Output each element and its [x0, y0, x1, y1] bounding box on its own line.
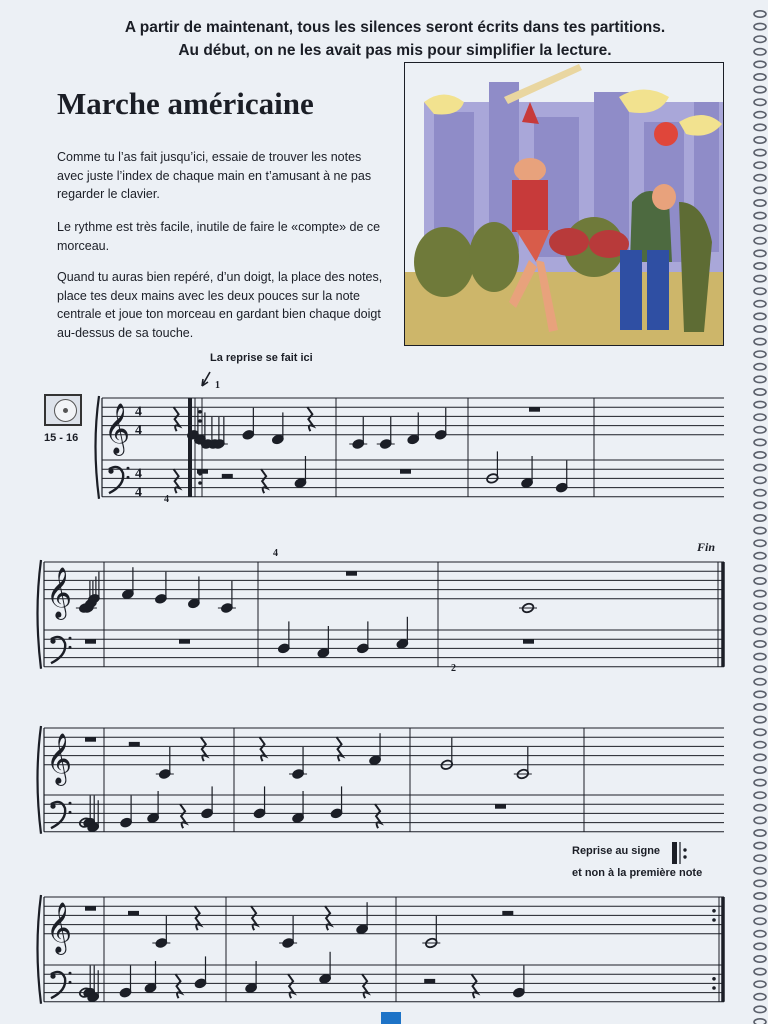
half-rest [129, 742, 140, 747]
quarter-rest [251, 906, 257, 930]
whole-rest [85, 906, 96, 911]
quarter-rest [261, 469, 267, 493]
half-rest [502, 911, 513, 916]
reprise-label: La reprise se fait ici [210, 352, 313, 364]
whole-rest [523, 639, 534, 644]
brace [38, 726, 42, 834]
whole-rest [197, 469, 208, 474]
quarter-rest [174, 469, 180, 493]
whole-rest [85, 639, 96, 644]
half-rest [424, 979, 435, 984]
brace [38, 895, 42, 1004]
repeat-dot [712, 909, 716, 913]
system-4 [38, 895, 725, 1004]
repeat-dot [712, 986, 716, 990]
whole-rest [495, 804, 506, 809]
bass-clef-dot [108, 469, 113, 474]
quarter-rest [195, 906, 201, 930]
fingering-number: 1 [215, 380, 220, 391]
quarter-rest [288, 974, 294, 998]
treble-clef-icon: 𝄞 [104, 402, 131, 454]
system-1 [96, 396, 725, 500]
page-title: Marche américaine [57, 86, 314, 121]
instruction-paragraph-1: Comme tu l’as fait jusqu’ici, essaie de trouver les notes avec juste l’index de chaque main en t’amusant à ne pas regarder le clavier. [57, 150, 372, 201]
whole-rest [179, 639, 190, 644]
fingering-number: 4 [164, 494, 169, 505]
quarter-rest [176, 974, 182, 998]
bass-clef-dot [50, 974, 55, 979]
repeat-dot [198, 481, 202, 485]
quarter-rest [472, 974, 478, 998]
whole-rest [346, 571, 357, 576]
bass-clef-dot [127, 476, 130, 479]
time-signature-bottom: 4 [135, 422, 142, 438]
whole-rest [529, 407, 540, 412]
system-3 [38, 726, 725, 834]
system-2 [38, 560, 725, 669]
quarter-rest [201, 737, 207, 761]
instruction-paragraph-2: Le rythme est très facile, inutile de faire le «compte» de ce morceau. [57, 220, 381, 253]
bass-clef-dot [69, 981, 72, 984]
quarter-rest [307, 407, 313, 431]
quarter-rest [180, 804, 186, 828]
treble-clef-icon: 𝄞 [46, 566, 73, 618]
page-tab [381, 1012, 401, 1024]
reprise-note-label: et non à la première note [572, 867, 703, 879]
reprise-signe-label: Reprise au signe [572, 845, 661, 857]
treble-clef-icon: 𝄞 [46, 901, 73, 953]
intro-line-2: Au début, on ne les avait pas mis pour simplifier la lecture. [178, 42, 612, 59]
instruction-paragraph-3: Quand tu auras bien repéré, d’un doigt, la place des notes, place tes deux mains avec les deux pouces sur la note centrale et joue ton morceau en gardant bien chaque doigt au-dessus de sa touche. [57, 270, 383, 340]
bass-clef-dot [69, 637, 72, 640]
quarter-rest [260, 737, 266, 761]
track-number: 15 - 16 [44, 432, 79, 444]
repeat-dot [198, 419, 202, 423]
bass-clef-dot [69, 802, 72, 805]
bass-clef-dot [50, 639, 55, 644]
intro-line-1: A partir de maintenant, tous les silences seront écrits dans tes partitions. [124, 19, 666, 36]
arrow-icon [202, 372, 210, 386]
repeat-dot [712, 977, 716, 981]
fingering-number: 2 [451, 663, 456, 674]
bass-clef-dot [69, 972, 72, 975]
half-rest [128, 911, 139, 916]
half-rest [222, 474, 233, 479]
fingering-number: 4 [273, 548, 278, 559]
whole-rest [85, 737, 96, 742]
repeat-dot [198, 410, 202, 414]
bass-clef-dot [127, 467, 130, 470]
brace [38, 560, 42, 669]
quarter-rest [375, 804, 381, 828]
quarter-rest [174, 407, 180, 431]
bass-clef-dot [50, 804, 55, 809]
quarter-rest [362, 974, 368, 998]
fin-label: Fin [697, 540, 716, 554]
repeat-sign-icon [672, 842, 677, 864]
time-signature-bottom: 4 [135, 484, 142, 500]
treble-clef-icon: 𝄞 [46, 732, 73, 784]
quarter-rest [337, 737, 343, 761]
time-signature-top: 4 [135, 404, 142, 420]
brace [96, 396, 100, 499]
quarter-rest [325, 906, 331, 930]
bass-clef-dot [69, 811, 72, 814]
repeat-dot [712, 918, 716, 922]
repeat-dot [683, 855, 686, 858]
whole-rest [400, 469, 411, 474]
time-signature-top: 4 [135, 466, 142, 482]
repeat-dot [683, 848, 686, 851]
bass-clef-dot [69, 646, 72, 649]
